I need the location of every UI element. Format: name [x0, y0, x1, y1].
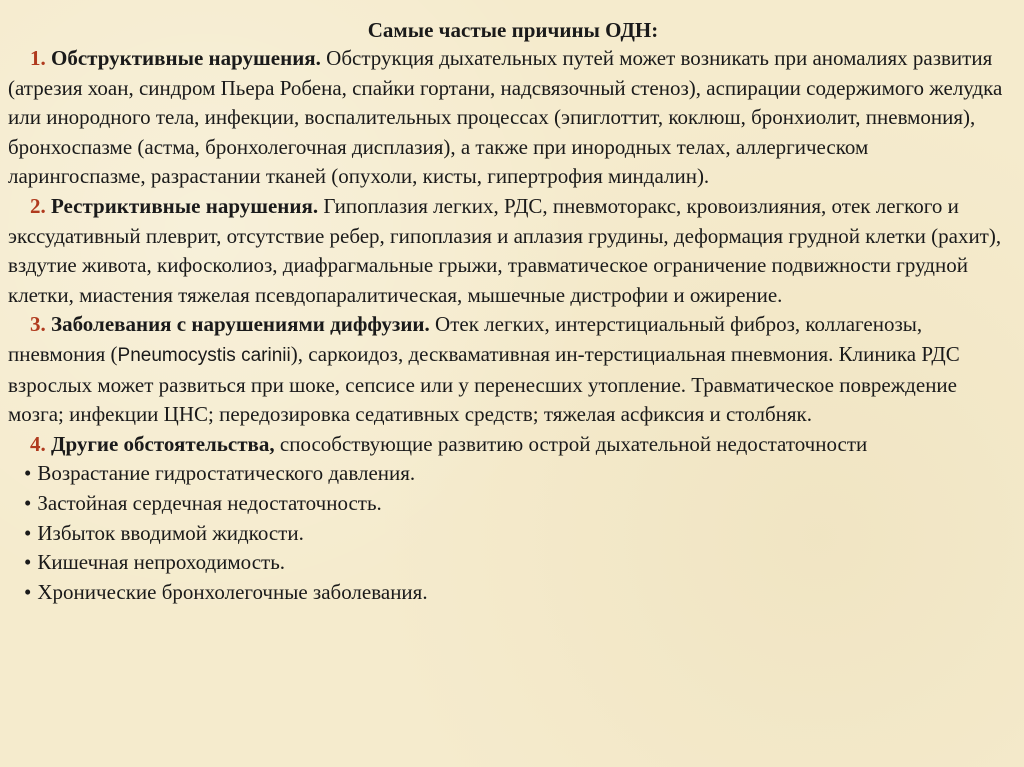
section-number: 2.	[30, 193, 46, 218]
list-item	[8, 548, 1010, 578]
section-text: ), саркоидоз, десквамативная ин-терстициальная пневмония. Клиника РДС взрослых может развиться при шоке, сепсисе или у перенесших утопление. Травматическое повреждение мозга; инфекции ЦНС; передозировка седативных средств; тяжелая асфиксия и столбняк.	[8, 341, 960, 427]
section-heading: Обструктивные нарушения.	[51, 46, 321, 70]
section-number: 4.	[30, 431, 46, 456]
bullet-icon: •	[24, 461, 32, 486]
list-item	[8, 459, 1010, 489]
section-heading: Рестриктивные нарушения.	[51, 193, 319, 218]
bullet-icon: •	[24, 490, 32, 515]
section-text: Отек легких, интерстициальный фиброз, коллагенозы, пневмония (	[8, 312, 923, 366]
section-obstructive	[8, 44, 1010, 192]
section-heading: Заболевания с нарушениями диффузии.	[51, 312, 430, 337]
list-item-text: Возрастание гидростатического давления.	[37, 461, 416, 486]
list-item-text: Застойная сердечная недостаточность.	[37, 490, 382, 515]
section-restrictive	[8, 192, 1010, 310]
section-number: 3.	[30, 312, 46, 337]
list-item-text: Хронические бронхолегочные заболевания.	[37, 579, 428, 604]
list-item-text: Кишечная непроходимость.	[37, 550, 286, 575]
list-item	[8, 519, 1010, 549]
list-item-text: Избыток вводимой жидкости.	[37, 520, 304, 545]
list-item	[8, 489, 1010, 519]
section-other	[8, 430, 1010, 460]
section-text: Гипоплазия легких, РДС, пневмоторакс, кровоизлияния, отек легкого и экссудативный плеврит, отсутствие ребер, гипоплазия и аплазия грудины, деформация грудной клетки (рахит), вздутие живота, кифосколиоз, диафрагмальные грыжи, травматическое ограничение подвижности грудной клетки, миастения тяжелая псевдопаралитическая, мышечные дистрофии и ожирение.	[8, 193, 1002, 307]
section-number: 1.	[30, 46, 46, 70]
latin-term: Pneumocystis carinii	[117, 344, 291, 366]
bullet-icon: •	[24, 550, 32, 575]
section-diffusion	[8, 310, 1010, 429]
list-item	[8, 578, 1010, 608]
bullet-icon: •	[24, 579, 32, 604]
section-heading: Другие обстоятельства,	[51, 431, 275, 456]
bullet-list	[8, 459, 1010, 607]
section-text: способствующие развитию острой дыхательной недостаточности	[274, 431, 868, 456]
section-text: Обструкция дыхательных путей может возникать при аномалиях развития (атрезия хоан, синдром Пьера Робена, спайки гортани, надсвязочный стеноз), аспирации содержимого желудка или инородного тела, инфекции, воспалительных процессах (эпиглоттит, коклюш, бронхиолит, пневмония), бронхоспазме (астма, бронхолегочная дисплазия), а также при инородных телах, аллергическом ларингоспазме, разрастании тканей (опухоли, кисты, гипертрофия миндалин).	[8, 46, 1003, 189]
bullet-icon: •	[24, 520, 32, 545]
slide-title: Самые частые причины ОДН:	[367, 18, 659, 42]
